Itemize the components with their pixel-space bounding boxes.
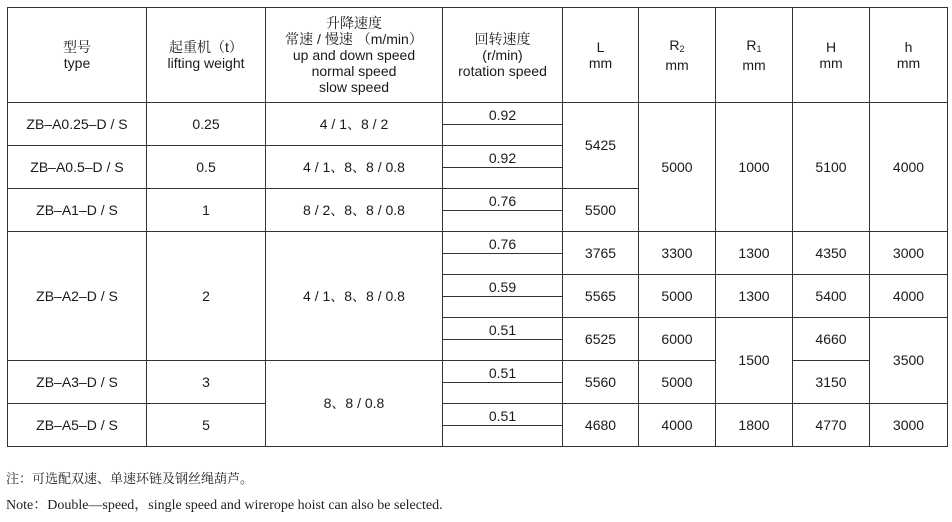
header-R1-label <box>716 37 792 57</box>
cell-rotation: 0.76 <box>443 232 563 254</box>
header-R2-letter: R <box>669 37 680 53</box>
cell-type: ZB–A0.5–D / S <box>8 146 147 189</box>
header-row <box>8 8 948 103</box>
cell-rotation-blank <box>443 125 563 146</box>
header-weight-cn: 起重机（t） <box>169 39 243 55</box>
header-L-unit: mm <box>588 55 613 71</box>
header-speed-slow: slow speed <box>318 79 390 95</box>
cell-type: ZB–A5–D / S <box>8 404 147 447</box>
header-rotation-unit: (r/min) <box>482 47 523 63</box>
cell-H: 4350 <box>793 232 870 275</box>
cell-speed: 4 / 1、8、8 / 0.8 <box>266 146 443 189</box>
cell-speed: 8 / 2、8、8 / 0.8 <box>266 189 443 232</box>
spec-table <box>7 7 948 447</box>
cell-H: 5100 <box>793 103 870 232</box>
cell-R1: 1300 <box>716 275 793 318</box>
cell-type: ZB–A2–D / S <box>8 232 147 361</box>
header-speed-cn2: 常速 / 慢速 （m/min） <box>285 31 423 47</box>
cell-weight: 2 <box>147 232 266 361</box>
cell-H: 5400 <box>793 275 870 318</box>
table-row <box>8 361 948 383</box>
header-R1-letter: R <box>746 37 757 53</box>
header-type <box>8 8 147 103</box>
header-H <box>793 8 870 103</box>
cell-R1: 1500 <box>716 318 793 404</box>
cell-rotation: 0.92 <box>443 146 563 168</box>
cell-weight: 0.5 <box>147 146 266 189</box>
cell-L: 5425 <box>563 103 639 189</box>
header-R1 <box>716 8 793 103</box>
header-speed-cn: 升降速度 <box>326 15 382 31</box>
table-row <box>8 103 948 125</box>
cell-L: 5565 <box>563 275 639 318</box>
cell-L: 3765 <box>563 232 639 275</box>
header-R2-label <box>639 37 715 57</box>
cell-rotation: 0.51 <box>443 404 563 426</box>
cell-h: 3000 <box>870 232 948 275</box>
cell-weight: 1 <box>147 189 266 232</box>
cell-speed: 4 / 1、8 / 2 <box>266 103 443 146</box>
header-R1-sub: 1 <box>756 44 762 54</box>
table-row <box>8 404 948 426</box>
cell-h: 4000 <box>870 103 948 232</box>
header-type-cn: 型号 <box>63 39 91 55</box>
header-rotation <box>443 8 563 103</box>
note-chinese: 注：可选配双速、单速环链及钢丝绳葫芦。 <box>6 472 254 487</box>
cell-R1: 1000 <box>716 103 793 232</box>
header-rotation-en: rotation speed <box>458 63 547 79</box>
cell-rotation: 0.51 <box>443 318 563 340</box>
header-H-label: H <box>825 39 837 55</box>
cell-L: 4680 <box>563 404 639 447</box>
header-R2 <box>639 8 716 103</box>
header-R1-unit: mm <box>742 57 766 73</box>
header-L-label: L <box>596 39 605 55</box>
cell-rotation-blank <box>443 297 563 318</box>
cell-R1: 1800 <box>716 404 793 447</box>
table-row <box>8 232 948 254</box>
header-speed-normal: normal speed <box>311 63 397 79</box>
cell-H: 4660 <box>793 318 870 361</box>
cell-R2: 5000 <box>639 103 716 232</box>
cell-weight: 5 <box>147 404 266 447</box>
header-weight-en: lifting weight <box>167 55 245 71</box>
header-speed <box>266 8 443 103</box>
header-speed-en: up and down speed <box>292 47 416 63</box>
cell-rotation-blank <box>443 211 563 232</box>
cell-h: 3500 <box>870 318 948 404</box>
cell-R2: 6000 <box>639 318 716 361</box>
cell-H: 3150 <box>793 361 870 404</box>
cell-H: 4770 <box>793 404 870 447</box>
cell-R1: 1300 <box>716 232 793 275</box>
cell-type: ZB–A0.25–D / S <box>8 103 147 146</box>
cell-type: ZB–A3–D / S <box>8 361 147 404</box>
cell-R2: 5000 <box>639 361 716 404</box>
cell-weight: 3 <box>147 361 266 404</box>
cell-rotation-blank <box>443 426 563 447</box>
note-english: Note：Double—speed，single speed and wirerope hoist can also be selected. <box>6 498 443 513</box>
cell-R2: 5000 <box>639 275 716 318</box>
cell-R2: 4000 <box>639 404 716 447</box>
header-h <box>870 8 948 103</box>
header-type-en: type <box>63 55 91 71</box>
cell-rotation-blank <box>443 254 563 275</box>
cell-R2: 3300 <box>639 232 716 275</box>
cell-rotation: 0.76 <box>443 189 563 211</box>
header-L <box>563 8 639 103</box>
header-rotation-cn: 回转速度 <box>474 31 531 47</box>
cell-rotation: 0.59 <box>443 275 563 297</box>
header-weight <box>147 8 266 103</box>
header-h-unit: mm <box>896 55 921 71</box>
cell-rotation-blank <box>443 383 563 404</box>
cell-type: ZB–A1–D / S <box>8 189 147 232</box>
cell-speed: 8、8 / 0.8 <box>266 361 443 447</box>
cell-h: 4000 <box>870 275 948 318</box>
cell-L: 5560 <box>563 361 639 404</box>
cell-h: 3000 <box>870 404 948 447</box>
header-R2-sub: 2 <box>679 44 685 54</box>
cell-rotation: 0.51 <box>443 361 563 383</box>
cell-rotation-blank <box>443 340 563 361</box>
header-R2-unit: mm <box>665 57 689 73</box>
cell-rotation: 0.92 <box>443 103 563 125</box>
cell-speed: 4 / 1、8、8 / 0.8 <box>266 232 443 361</box>
cell-L: 5500 <box>563 189 639 232</box>
header-H-unit: mm <box>819 55 843 71</box>
header-h-label: h <box>904 39 913 55</box>
cell-rotation-blank <box>443 168 563 189</box>
cell-weight: 0.25 <box>147 103 266 146</box>
cell-L: 6525 <box>563 318 639 361</box>
